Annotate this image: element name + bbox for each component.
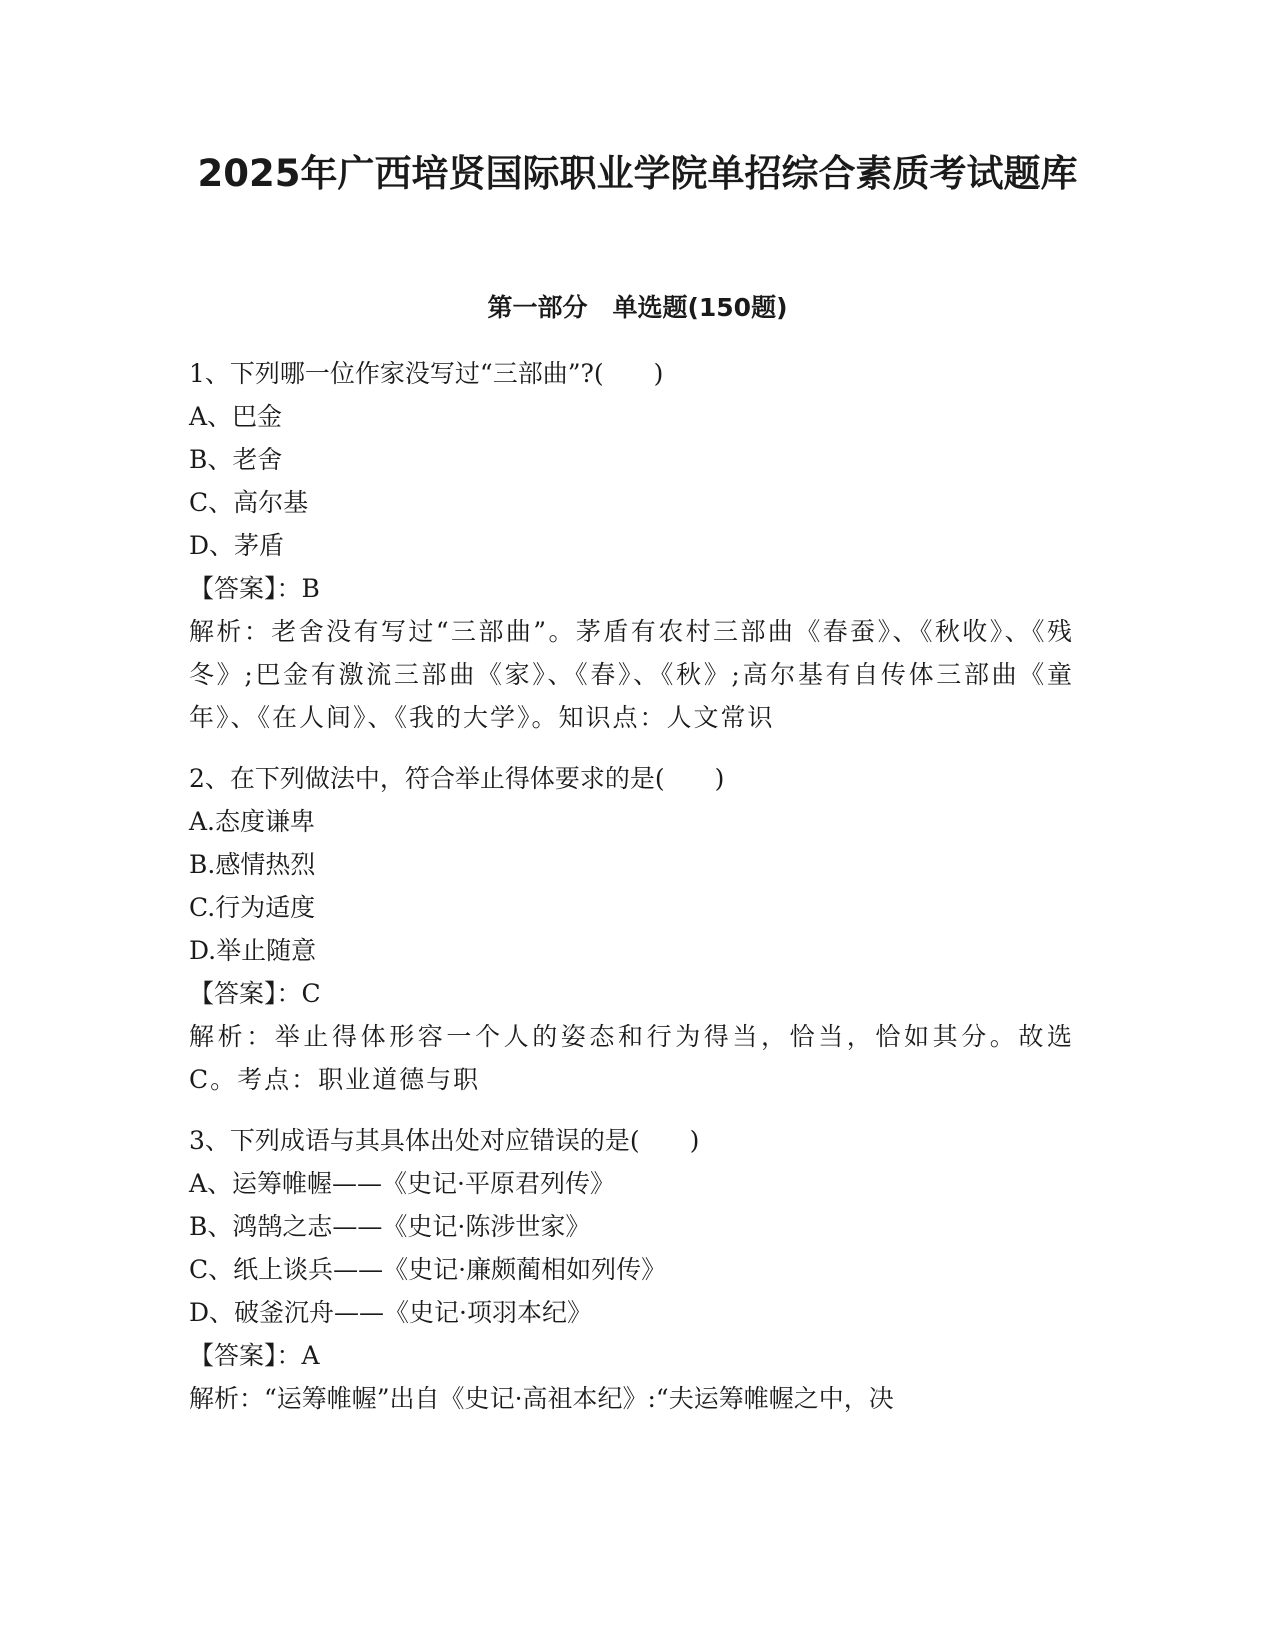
option-c: C.行为适度 (189, 893, 316, 922)
document-title: 2025年广西培贤国际职业学院单招综合素质考试题库 (197, 152, 1078, 195)
option-d: D.举止随意 (189, 936, 317, 965)
question-2 (189, 757, 1074, 1101)
question-stem: 3、下列成语与其具体出处对应错误的是( ) (189, 1126, 700, 1155)
question-list (189, 352, 1074, 1438)
option-b: B、老舍 (189, 445, 283, 474)
option-a: A、巴金 (189, 402, 283, 431)
explanation: 解析：“运筹帷幄”出自《史记·高祖本纪》:“夫运筹帷幄之中，决 (189, 1384, 894, 1413)
explanation: 解析：老舍没有写过“三部曲”。茅盾有农村三部曲《春蚕》、《秋收》、《残冬》;巴金有激流三部曲《家》、《春》、《秋》;高尔基有自传体三部曲《童年》、《在人间》、《我的大学》。知识点：人文常识 (189, 617, 1074, 732)
answer-line: 【答案】：C (189, 979, 321, 1008)
answer-line: 【答案】：B (189, 574, 320, 603)
explanation: 解析：举止得体形容一个人的姿态和行为得当，恰当，恰如其分。故选C。考点：职业道德与职 (189, 1022, 1074, 1094)
option-c: C、高尔基 (189, 488, 309, 517)
option-b: B、鸿鹄之志——《史记·陈涉世家》 (189, 1212, 591, 1241)
option-d: D、茅盾 (189, 531, 285, 560)
answer-line: 【答案】：A (189, 1341, 320, 1370)
option-a: A、运筹帷幄——《史记·平原君列传》 (189, 1169, 616, 1198)
question-1 (189, 352, 1074, 739)
option-c: C、纸上谈兵——《史记·廉颇蔺相如列传》 (189, 1255, 667, 1284)
question-3 (189, 1119, 1074, 1420)
question-stem: 1、下列哪一位作家没写过“三部曲”?( ) (189, 359, 664, 388)
option-d: D、破釜沉舟——《史记·项羽本纪》 (189, 1298, 592, 1327)
option-b: B.感情热烈 (189, 850, 316, 879)
option-a: A.态度谦卑 (189, 807, 316, 836)
question-stem: 2、在下列做法中，符合举止得体要求的是( ) (189, 764, 725, 793)
section-title: 第一部分 单选题(150题) (487, 293, 788, 322)
